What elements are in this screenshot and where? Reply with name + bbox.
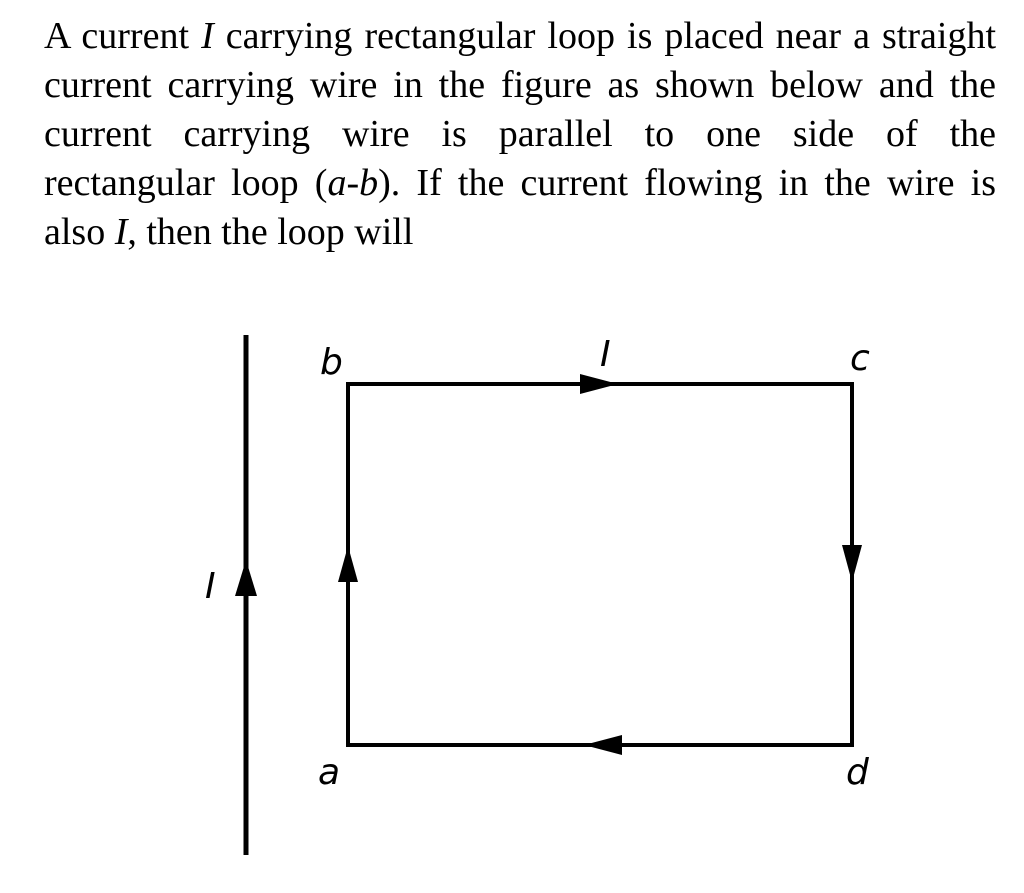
question-text-part: - [346, 162, 360, 204]
loop-arrow-left [338, 546, 358, 582]
corner-label-d: d [846, 752, 869, 793]
rectangular-loop [348, 384, 852, 745]
loop-arrow-bottom [584, 735, 622, 755]
corner-label-a: a [318, 752, 341, 793]
question-text-part: current carrying wire is parallel to one side of the [44, 113, 996, 155]
corner-label-c: c [850, 338, 870, 379]
loop-arrow-top [580, 374, 618, 394]
variable-b: b [359, 162, 379, 204]
question-text-part: carrying rectangular loop is placed near a straight [213, 15, 997, 57]
question-text-part: , then the loop will [127, 211, 414, 253]
question-text-part: ). If the current flowing in the wire is [378, 162, 997, 204]
variable-current: I [114, 211, 128, 253]
question-text-part: also [44, 211, 115, 253]
question-text-part: A current [44, 15, 202, 57]
loop-arrow-right [842, 545, 862, 582]
question-text-part: rectangular loop ( [44, 162, 328, 204]
corner-label-b: b [320, 342, 343, 383]
question-text-part: current carrying wire in the figure as shown below and the [44, 64, 996, 106]
wire-current-label: I [205, 566, 216, 607]
loop-current-label: I [600, 334, 611, 375]
wire-current-arrow [235, 560, 257, 596]
variable-current: I [201, 15, 214, 57]
variable-a: a [327, 162, 347, 204]
